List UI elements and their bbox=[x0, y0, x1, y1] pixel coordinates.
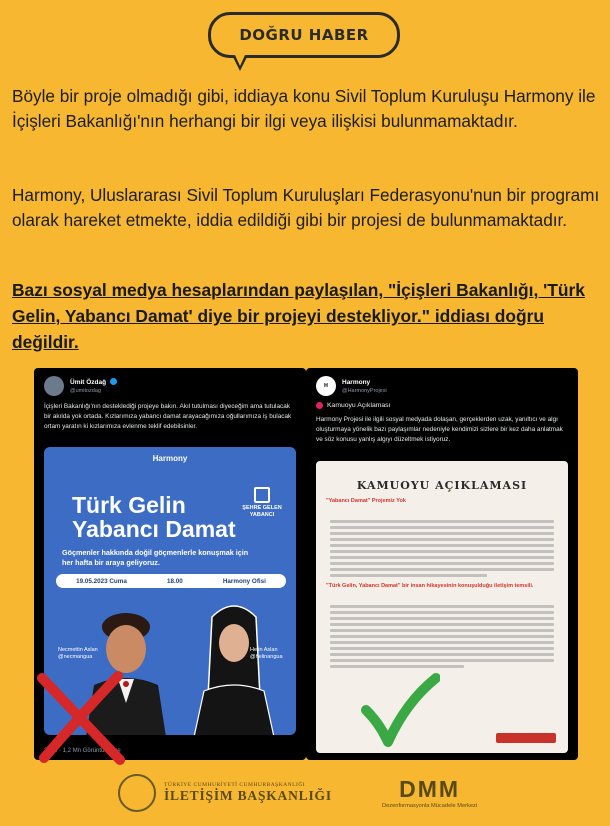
post-author-name: Ümit Özdağ bbox=[70, 378, 107, 386]
poster-title: Türk Gelin Yabancı Damat bbox=[72, 492, 236, 542]
statement-document bbox=[316, 461, 568, 753]
document-body bbox=[316, 507, 568, 577]
poster-subtitle: Göçmenler hakkında doğil göçmenlerle konuşmak için her hafta bir araya geliyoruz. bbox=[62, 548, 249, 567]
poster-info-bar bbox=[56, 574, 286, 588]
poster-place: Harmony Ofisi bbox=[222, 577, 266, 585]
document-subtitle-2: "Türk Gelin, Yabancı Damat" bir insan hikayesinin konuşulduğu iletişim temsili. bbox=[326, 583, 534, 589]
official-statement-post bbox=[306, 368, 578, 760]
poster-brand: Harmony bbox=[152, 454, 188, 463]
post-author-handle: @umitozdag bbox=[70, 387, 101, 394]
post-author-name: Harmony bbox=[342, 378, 371, 386]
poster-time: 18.00 bbox=[166, 577, 183, 585]
dmm-logo-text: DMM bbox=[399, 776, 461, 802]
avatar bbox=[44, 376, 64, 396]
presidency-seal-icon bbox=[118, 774, 156, 812]
sehre-gelen-yabanci-logo: ŞEHRE GELEN YABANCI bbox=[242, 487, 282, 519]
check-icon bbox=[360, 672, 440, 750]
gov-small-text: TÜRKİYE CUMHURİYETİ CUMHURBAŞKANLIĞI bbox=[164, 782, 306, 788]
document-title: KAMUOYU AÇIKLAMASI bbox=[356, 479, 528, 492]
iletisim-baskanligi-logo bbox=[118, 774, 332, 812]
house-icon bbox=[254, 487, 270, 503]
cross-icon bbox=[34, 668, 126, 766]
poster-date: 19.05.2023 Cuma bbox=[76, 577, 127, 585]
post-text: Harmony Projesi ile ilgili sosyal medyada dolaşan, gerçeklerden uzak, yanıltıcı ve algı oluşturmaya yönelik bazı paylaşımlar nedeniyle kendimizi sizlere bir kez daha anlatmak ve söz konusu yanlış algıyı düzeltmek istiyoruz. bbox=[316, 416, 563, 443]
claim-statement: Bazı sosyal medya hesaplarından paylaşılan, "İçişleri Bakanlığı, 'Türk Gelin, Yabancı Damat' diye bir projeyi destekliyor." iddiası doğru değildir. bbox=[12, 280, 585, 352]
post-header bbox=[306, 368, 578, 400]
dmm-logo bbox=[382, 776, 477, 809]
dmm-subtitle: Dezenformasyonla Mücadele Merkezi bbox=[382, 803, 478, 809]
post-author-handle: @HarmonyProjesi bbox=[342, 387, 387, 394]
person-label-1: Necmettin Aslan @necmangua bbox=[58, 647, 98, 660]
badge-label: DOĞRU HABER bbox=[239, 26, 369, 44]
dogru-haber-badge bbox=[208, 12, 400, 58]
paragraph-1: Böyle bir proje olmadığı gibi, iddiaya konu Sivil Toplum Kuruluşu Harmony ile İçişleri Bakanlığı'nın herhangi bir ilgi veya ilişkisi bulunmamaktadır. bbox=[12, 86, 596, 131]
gov-big-text: İLETİŞİM BAŞKANLIĞI bbox=[164, 788, 332, 803]
document-subtitle-1: "Yabancı Damat" Projemiz Yok bbox=[326, 498, 406, 504]
red-circle-icon bbox=[316, 402, 323, 409]
harmony-logo-icon: H bbox=[316, 376, 336, 396]
announcement-label: Kamuoyu Açıklaması bbox=[306, 400, 578, 413]
post-header bbox=[34, 368, 306, 400]
person-label-2: Helin Aslan @helinangua bbox=[250, 647, 283, 660]
post-footer: 2023 · 1,2 Mn Görüntülenme bbox=[44, 748, 121, 754]
post-text: İçişleri Bakanlığı'nın desteklediği projeye bakın. Akıl tutulması diyeceğim ama tutulacak bir akılda yok ortada. Kızlarımıza yabancı damat arayacağımıza oğullarımıza iş bulacak ortam yaratın ki kızlarımıza evlenme teklif edebilsinler. bbox=[44, 403, 292, 430]
verified-icon bbox=[110, 378, 117, 385]
paragraph-2: Harmony, Uluslararası Sivil Toplum Kuruluşları Federasyonu'nun bir programı olarak hareket etmekte, iddia edildiği gibi bir projesi de bulunmamaktadır. bbox=[12, 185, 600, 230]
document-signature bbox=[496, 733, 556, 743]
